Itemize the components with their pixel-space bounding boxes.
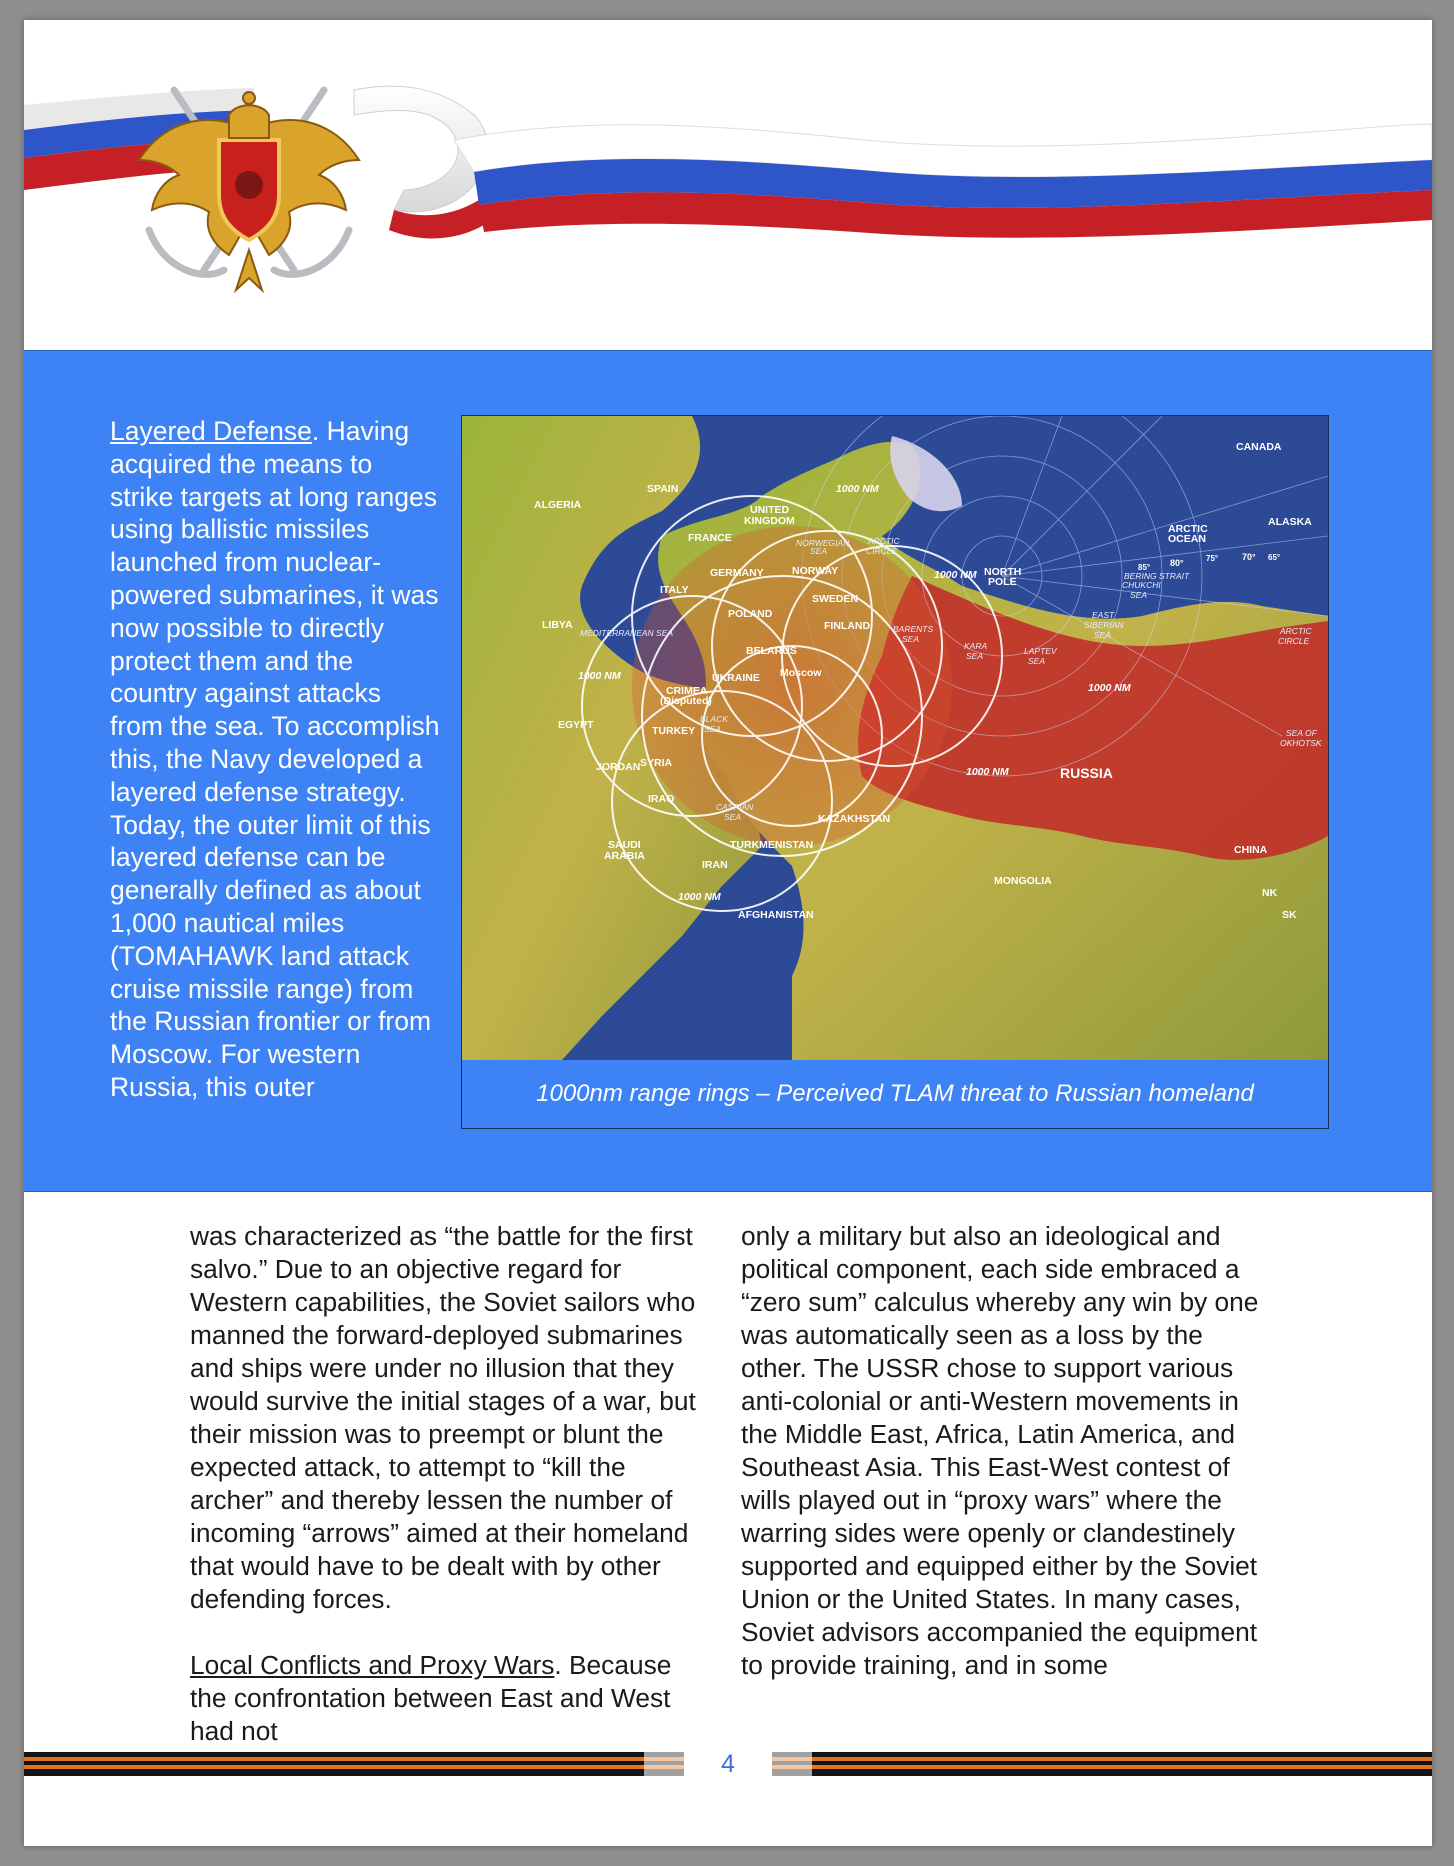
layered-defense-heading: Layered Defense — [110, 416, 312, 446]
map-label: NK — [1262, 887, 1278, 899]
map-label: SYRIA — [640, 757, 673, 769]
range-rings-map — [462, 416, 1328, 1060]
map-label: SPAIN — [647, 483, 679, 495]
map-label: MONGOLIA — [994, 875, 1052, 887]
feature-band — [24, 350, 1432, 1192]
map-label: ARABIA — [604, 850, 645, 862]
range-label: 1000 NM — [578, 670, 621, 682]
map-label: SAUDI — [608, 839, 641, 851]
map-label: ALASKA — [1268, 516, 1312, 528]
map-label: MEDITERRANEAN SEA — [580, 628, 674, 638]
map-label: Moscow — [780, 667, 822, 679]
map-label: BARENTS — [893, 624, 934, 634]
layered-defense-text: . Having acquired the means to strike targets at long ranges using ballistic missiles launched from nuclear-powered submarines, it was now possible to directly protect them and the country against attacks from the sea. To accomplish this, the Navy developed a layered defense strategy. Today, the outer limit of this layered defense can be generally defined as about 1,000 nautical miles (TOMAHAWK land attack cruise missile range) from the Russian frontier or from Moscow. For western Russia, this outer — [110, 416, 440, 1102]
map-label: OCEAN — [1168, 533, 1206, 545]
map-label: 70° — [1242, 552, 1256, 562]
map-label: SEA — [902, 634, 920, 644]
map-label: NORWAY — [792, 565, 839, 577]
map-label: IRAN — [702, 859, 728, 871]
map-label: ARCTIC — [1168, 523, 1208, 535]
map-label: FINLAND — [824, 620, 871, 632]
map-label: SEA — [810, 546, 828, 556]
range-label: 1000 NM — [1088, 682, 1131, 694]
map-label: JORDAN — [596, 761, 641, 773]
map-label: (Disputed) — [660, 695, 712, 707]
map-label: ARCTIC — [868, 536, 900, 546]
body-paragraph: only a military but also an ideological and political component, each side embraced a “zero sum” calculus whereby any win by one was automatically seen as a loss by the other. The USSR chose to support various anti-colonial or anti-Western movements in the Middle East, Africa, Latin America, and Southeast Asia. This East-West contest of wills played out in “proxy wars” where the warring sides were openly or clandestinely supported and equipped either by the Soviet Union or the United States. In many cases, Soviet advisors accompanied the equipment to provide training, and in some — [741, 1221, 1259, 1680]
map-label: 80° — [1170, 558, 1184, 568]
map-label: UNITED — [750, 504, 790, 516]
map-label: SEA — [724, 812, 742, 822]
map-label: KINGDOM — [744, 515, 795, 527]
range-label: 1000 NM — [934, 569, 977, 581]
range-label: 1000 NM — [836, 483, 879, 495]
map-label: OKHOTSK — [1280, 738, 1322, 748]
map-label: CHUKCHI — [1122, 580, 1161, 590]
map-label: KARA — [964, 641, 988, 651]
map-label: SEA OF — [1286, 728, 1317, 738]
map-label: SEA — [1130, 590, 1148, 600]
map-label: SIBERIAN — [1084, 620, 1124, 630]
map-label: FRANCE — [688, 532, 732, 544]
map-label: POLE — [988, 576, 1017, 588]
map-label: SEA — [1094, 630, 1112, 640]
body-paragraph — [190, 1649, 710, 1748]
map-label: BELARUS — [746, 645, 797, 657]
map-label: 75° — [1206, 554, 1219, 563]
body-paragraph: was characterized as “the battle for the first salvo.” Due to an objective regard for Western capabilities, the Soviet sailors who manned the forward-deployed submarines and ships were under no illusion that they would survive the initial stages of a war, but their mission was to preempt or blunt the expected attack, to attempt to “kill the archer” and thereby lessen the number of incoming “arrows” aimed at their homeland that would have to be dealt with by other defending forces. — [190, 1221, 696, 1614]
map-label: EGYPT — [558, 719, 594, 731]
map-label: BERING STRAIT — [1124, 571, 1190, 581]
map-label: BLACK — [700, 714, 728, 724]
map-label: CIRCLE — [1278, 636, 1310, 646]
map-label: CASPIAN — [716, 802, 754, 812]
map-label: ALGERIA — [534, 499, 582, 511]
map-label: IRAQ — [648, 793, 675, 805]
map-label: AFGHANISTAN — [738, 909, 814, 921]
map-label: GERMANY — [710, 567, 764, 579]
map-label: CRIMEA — [666, 685, 708, 697]
map-label: LIBYA — [542, 619, 573, 631]
map-label: NORTH — [984, 566, 1022, 578]
map-label: 85° — [1138, 563, 1151, 572]
body-column-left — [190, 1220, 710, 1781]
proxy-wars-text: . Because the confrontation between East and West had not — [190, 1650, 672, 1746]
figure-caption: 1000nm range rings – Perceived TLAM threat to Russian homeland — [536, 1080, 1254, 1107]
map-label: SWEDEN — [812, 593, 859, 605]
map-label: TURKMENISTAN — [730, 839, 814, 851]
map-label: EAST — [1092, 610, 1115, 620]
map-label: KAZAKHSTAN — [818, 813, 891, 825]
range-label: 1000 NM — [678, 891, 721, 903]
document-page — [24, 20, 1432, 1846]
map-label: ARCTIC — [1280, 626, 1312, 636]
map-label: TURKEY — [652, 725, 696, 737]
body-column-right — [741, 1220, 1261, 1715]
header-banner — [24, 20, 1432, 350]
map-label: RUSSIA — [1060, 765, 1113, 781]
proxy-wars-heading: Local Conflicts and Proxy Wars — [190, 1650, 555, 1680]
map-label: UKRAINE — [712, 672, 760, 684]
map-label: SEA — [1028, 656, 1046, 666]
map-label: SEA — [704, 724, 722, 734]
range-label: 1000 NM — [966, 766, 1009, 778]
layered-defense-paragraph — [110, 415, 440, 1104]
map-label: ITALY — [660, 584, 689, 596]
map-figure — [461, 415, 1329, 1129]
map-label: SEA — [966, 651, 984, 661]
map-label: CIRCLE — [866, 546, 898, 556]
map-label: SK — [1282, 909, 1297, 921]
map-label: LAPTEV — [1024, 646, 1057, 656]
map-label: 65° — [1268, 553, 1281, 562]
map-label: CANADA — [1236, 441, 1282, 453]
map-label: POLAND — [728, 608, 773, 620]
page-number: 4 — [721, 1750, 735, 1778]
map-label: CHINA — [1234, 844, 1268, 856]
flag-ribbon — [24, 20, 1432, 350]
map-label: NORWEGIAN — [796, 538, 850, 548]
